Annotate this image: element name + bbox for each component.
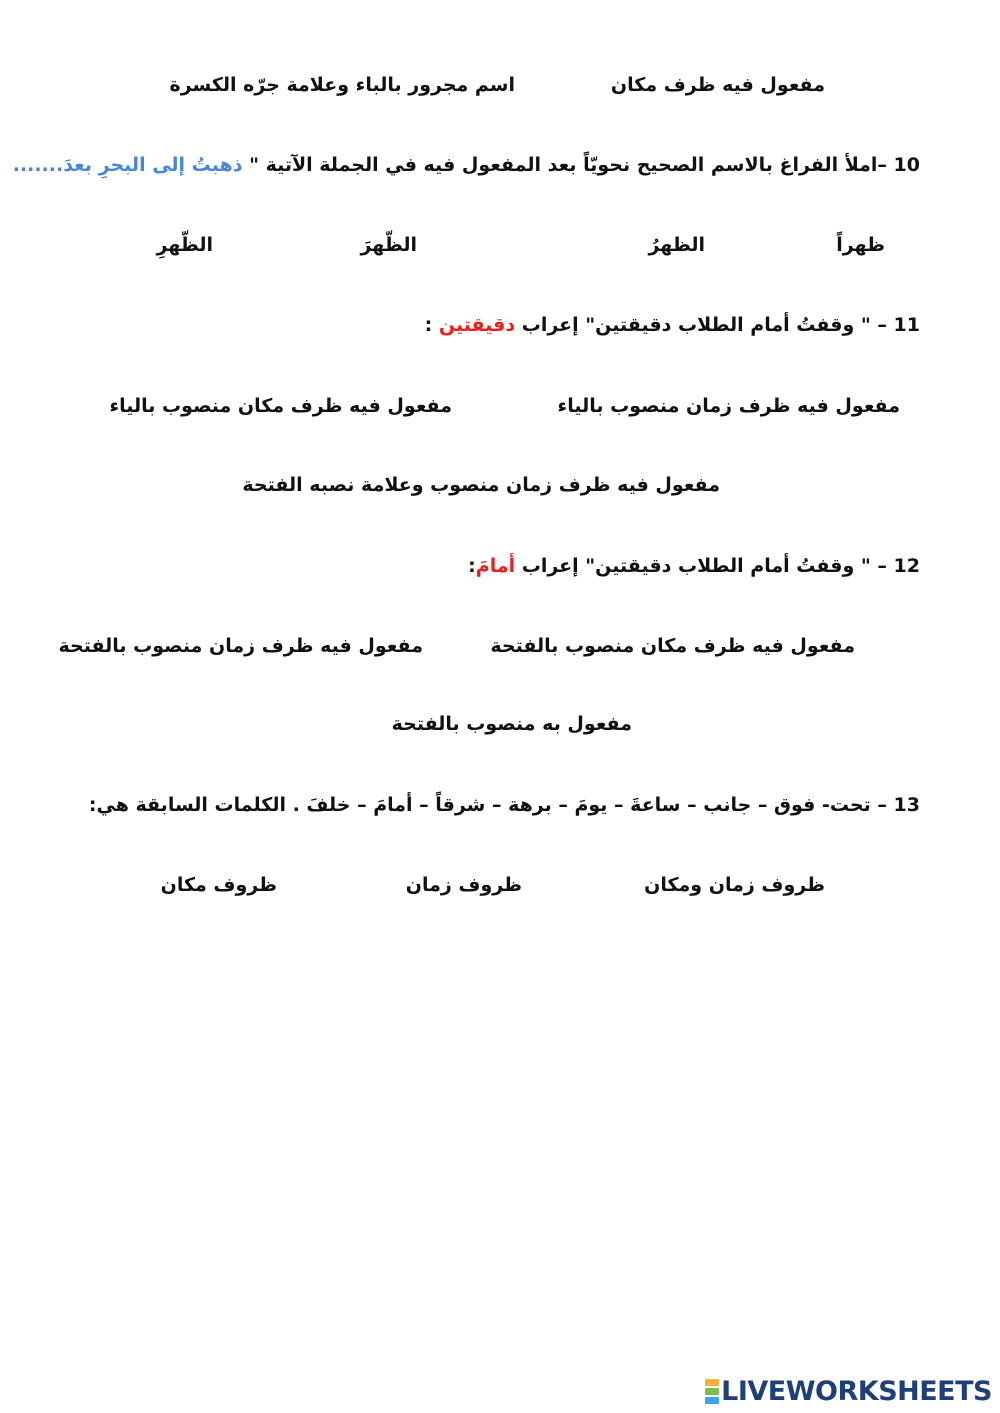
q10-option-2[interactable]: الظهرُ bbox=[648, 234, 705, 256]
question-number: 11 bbox=[893, 314, 920, 336]
q11-option-1[interactable]: مفعول فيه ظرف زمان منصوب بالياء bbox=[557, 395, 900, 417]
question-text: – تحت- فوق – جانب – ساعةَ – يومَ – برهة – شرقاً – أمامَ – خلفَ . الكلمات السابقة هي: bbox=[88, 794, 894, 816]
question-highlight: دقيقتين bbox=[438, 314, 516, 336]
q13-option-1[interactable]: ظروف زمان ومكان bbox=[644, 874, 825, 896]
q9-option-2[interactable]: اسم مجرور بالباء وعلامة جرّه الكسرة bbox=[169, 74, 515, 96]
question-number: 12 bbox=[893, 555, 920, 577]
question-text: – " وقفتُ أمام الطلاب دقيقتين" إعراب bbox=[515, 555, 894, 577]
question-sentence: ذهبتُ إلى البحرِ بعدَ....... bbox=[12, 154, 243, 176]
question-text: –املأ الفراغ بالاسم الصحيح نحويّاً بعد المفعول فيه في الجملة الآتية " bbox=[242, 154, 894, 176]
question-suffix: : bbox=[468, 555, 476, 577]
q12-option-3[interactable]: مفعول به منصوب بالفتحة bbox=[391, 713, 632, 735]
q10-option-4[interactable]: الظّهرِ bbox=[156, 234, 213, 256]
question-10 bbox=[13, 156, 920, 175]
q12-option-1[interactable]: مفعول فيه ظرف مكان منصوب بالفتحة bbox=[490, 635, 855, 657]
liveworksheets-logo bbox=[705, 1376, 992, 1407]
question-11 bbox=[425, 316, 920, 335]
question-number: 13 bbox=[893, 794, 920, 816]
question-number: 10 bbox=[893, 154, 920, 176]
logo-text: LIVEWORKSHEETS bbox=[721, 1376, 992, 1407]
question-13 bbox=[89, 796, 920, 815]
q13-option-2[interactable]: ظروف زمان bbox=[405, 874, 522, 896]
question-suffix: : bbox=[424, 314, 439, 336]
q9-option-1[interactable]: مفعول فيه ظرف مكان bbox=[610, 74, 825, 96]
question-text: – " وقفتُ أمام الطلاب دقيقتين" إعراب bbox=[515, 314, 894, 336]
q11-option-2[interactable]: مفعول فيه ظرف مكان منصوب بالياء bbox=[109, 395, 452, 417]
question-highlight: أمامَ bbox=[475, 555, 516, 577]
q13-option-3[interactable]: ظروف مكان bbox=[160, 874, 277, 896]
q10-option-1[interactable]: ظهراً bbox=[836, 234, 885, 256]
q10-option-3[interactable]: الظّهرَ bbox=[360, 234, 417, 256]
logo-mark-icon bbox=[705, 1378, 719, 1405]
question-12 bbox=[468, 557, 920, 576]
q11-option-3[interactable]: مفعول فيه ظرف زمان منصوب وعلامة نصبه الفتحة bbox=[242, 474, 720, 496]
q12-option-2[interactable]: مفعول فيه ظرف زمان منصوب بالفتحة bbox=[58, 635, 423, 657]
